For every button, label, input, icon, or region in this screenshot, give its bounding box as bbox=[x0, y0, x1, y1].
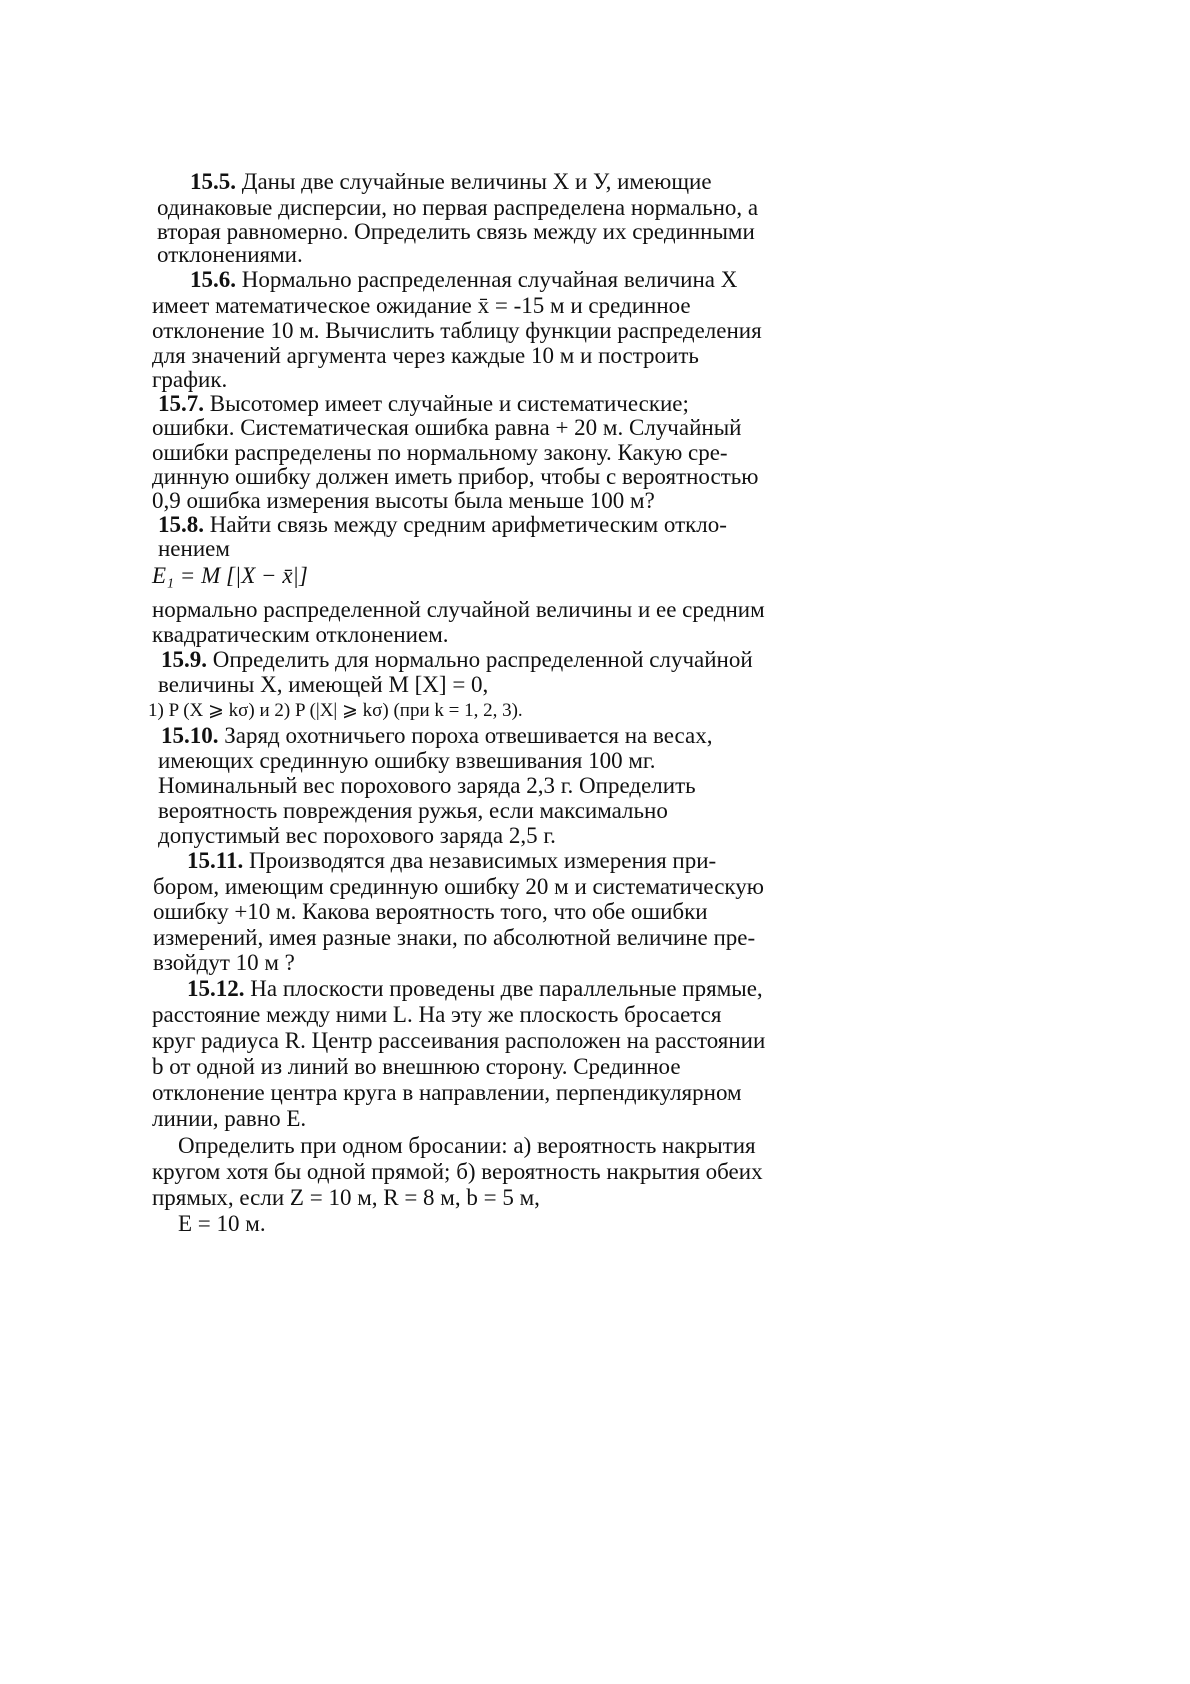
problem-15-11-line-2: бором, имеющим срединную ошибку 20 м и систематическую bbox=[153, 874, 764, 899]
problem-15-10-line-3: Номинальный вес порохового заряда 2,3 г. Определить bbox=[158, 773, 696, 798]
problem-text: Нормально распределенная случайная величина X bbox=[241, 267, 738, 292]
problem-15-12-line-6: линии, равно E. bbox=[152, 1106, 307, 1131]
problem-15-7-line-1 bbox=[158, 391, 689, 417]
problem-15-6-line-3: отклонение 10 м. Вычислить таблицу функции распределения bbox=[152, 318, 762, 343]
problem-15-10-line-1 bbox=[161, 723, 712, 749]
problem-15-12-line-3: круг радиуса R. Центр рассеивания расположен на расстоянии bbox=[152, 1028, 766, 1053]
problem-number: 15.10. bbox=[161, 723, 219, 748]
problem-text: Заряд охотничьего пороха отвешивается на весах, bbox=[224, 723, 713, 748]
problem-15-12-line-7: Определить при одном бросании: а) вероятность накрытия bbox=[178, 1133, 756, 1158]
problem-15-5-line-1 bbox=[190, 169, 712, 195]
problem-text: Даны две случайные величины X и У, имеющие bbox=[241, 169, 712, 194]
problem-number: 15.11. bbox=[187, 848, 244, 873]
problem-15-9-line-2: величины X, имеющей M [X] = 0, bbox=[158, 672, 489, 697]
problem-15-11-line-4: измерений, имея разные знаки, по абсолютной величине пре- bbox=[153, 925, 756, 950]
problem-15-12-line-2: расстояние между ними L. На эту же плоскость бросается bbox=[152, 1002, 722, 1027]
problem-number: 15.8. bbox=[158, 512, 204, 537]
problem-15-5-line-4: отклонениями. bbox=[157, 242, 303, 267]
problem-text: Высотомер имеет случайные и систематические; bbox=[209, 391, 689, 416]
problem-15-12-line-4: b от одной из линий во внешнюю сторону. Срединное bbox=[152, 1054, 681, 1079]
problem-15-11-line-1 bbox=[187, 848, 716, 874]
problem-15-12-line-1 bbox=[187, 976, 763, 1002]
problem-15-9-line-1 bbox=[161, 647, 753, 673]
problem-number: 15.7. bbox=[158, 391, 204, 416]
problem-15-6-line-5: график. bbox=[152, 367, 228, 392]
problem-15-5-line-2: одинаковые дисперсии, но первая распределена нормально, а bbox=[157, 195, 759, 220]
problem-text: Определить для нормально распределенной случайной bbox=[212, 647, 753, 672]
problem-15-7-line-3: ошибки распределены по нормальному закону. Какую сре- bbox=[152, 440, 728, 465]
problem-15-12-line-5: отклонение центра круга в направлении, перпендикулярном bbox=[152, 1080, 742, 1105]
problem-15-6-line-2: имеет математическое ожидание x̄ = -15 м и срединное bbox=[152, 293, 691, 318]
problem-15-6-line-4: для значений аргумента через каждые 10 м и построить bbox=[152, 343, 699, 368]
problem-text: На плоскости проведены две параллельные прямые, bbox=[250, 976, 763, 1001]
problem-15-11-line-5: взойдут 10 м ? bbox=[153, 950, 295, 975]
problem-number: 15.5. bbox=[190, 169, 236, 194]
problem-15-11-line-3: ошибку +10 м. Какова вероятность того, что обе ошибки bbox=[153, 899, 708, 924]
problem-15-7-line-4: динную ошибку должен иметь прибор, чтобы с вероятностью bbox=[152, 464, 759, 489]
problem-15-12-line-8: кругом хотя бы одной прямой; б) вероятность накрытия обеих bbox=[152, 1159, 763, 1184]
problem-number: 15.12. bbox=[187, 976, 245, 1001]
problem-15-8-line-5: квадратическим отклонением. bbox=[152, 622, 449, 647]
problem-number: 15.9. bbox=[161, 647, 207, 672]
problem-15-10-line-5: допустимый вес порохового заряда 2,5 г. bbox=[158, 823, 556, 848]
problem-15-12-line-10: E = 10 м. bbox=[178, 1211, 266, 1236]
problem-15-7-line-5: 0,9 ошибка измерения высоты была меньше 100 м? bbox=[152, 488, 655, 513]
problem-text: Найти связь между средним арифметическим откло- bbox=[209, 512, 727, 537]
problem-15-10-line-4: вероятность повреждения ружья, если максимально bbox=[158, 798, 668, 823]
problem-15-8-line-2: нением bbox=[158, 536, 230, 561]
formula-probabilities: 1) P (X ⩾ kσ) и 2) P (|X| ⩾ kσ) (при k = 1, 2, 3). bbox=[148, 700, 523, 721]
problem-15-6-line-1 bbox=[190, 267, 737, 293]
problem-text: Производятся два независимых измерения при- bbox=[248, 848, 717, 873]
problem-15-7-line-2: ошибки. Систематическая ошибка равна + 20 м. Случайный bbox=[152, 415, 742, 440]
problem-number: 15.6. bbox=[190, 267, 236, 292]
problem-15-8-line-4: нормально распределенной случайной величины и ее средним bbox=[152, 597, 765, 622]
problem-15-10-line-2: имеющих срединную ошибку взвешивания 100 мг. bbox=[158, 748, 656, 773]
problem-15-5-line-3: вторая равномерно. Определить связь между их срединными bbox=[157, 219, 755, 244]
problem-15-8-line-1 bbox=[158, 512, 727, 538]
formula-e1: E₁ = M [|X − x̄|] bbox=[152, 563, 308, 588]
problem-15-12-line-9: прямых, если Z = 10 м, R = 8 м, b = 5 м, bbox=[152, 1185, 540, 1210]
